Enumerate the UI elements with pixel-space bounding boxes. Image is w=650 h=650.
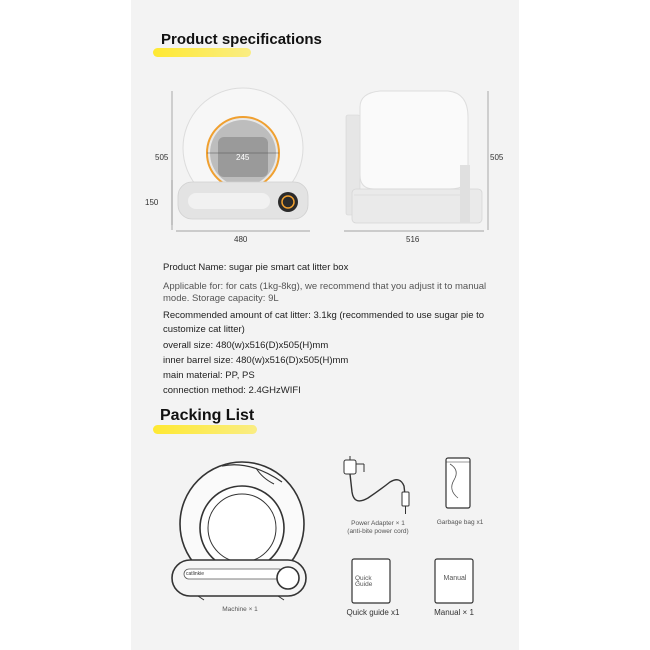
material: main material: PP, PS (163, 370, 255, 381)
base-height-dim: 150 (145, 198, 159, 207)
specs-title: Product specifications (161, 31, 322, 48)
adapter-caption-line-2: (anti-bite power cord) (347, 528, 409, 535)
adapter-caption-line-1: Power Adapter × 1 (351, 520, 405, 527)
machine-brand-label: catlinkie (186, 571, 205, 577)
side-depth-dim: 516 (406, 235, 420, 244)
opening-dim: 245 (236, 153, 250, 162)
quick-guide-card-line-2: Guide (355, 581, 373, 588)
machine-caption: Machine × 1 (222, 606, 258, 613)
side-view-drawing (340, 85, 500, 235)
packing-title: Packing List (160, 407, 255, 424)
garbage-caption: Garbage bag x1 (436, 519, 484, 526)
packing-title-highlight (153, 425, 257, 434)
quick-guide-card-line-1: Quick (355, 575, 372, 582)
applicable-line-2: mode. Storage capacity: 9L (163, 293, 279, 304)
manual-caption: Manual × 1 (434, 608, 474, 617)
quick-guide-caption: Quick guide x1 (346, 608, 400, 617)
power-adapter-drawing (338, 452, 418, 522)
product-name: Product Name: sugar pie smart cat litter box (163, 262, 349, 273)
litter-line-2: customize cat litter) (163, 324, 245, 335)
garbage-bag-drawing (444, 456, 474, 512)
title-highlight (153, 48, 251, 57)
litter-line-1: Recommended amount of cat litter: 3.1kg (recommended to use sugar pie to (163, 310, 485, 321)
front-height-dim: 505 (155, 153, 169, 162)
machine-drawing (170, 462, 320, 602)
overall-size: overall size: 480(w)x516(D)x505(H)mm (163, 340, 329, 351)
side-height-dim: 505 (490, 153, 504, 162)
connection: connection method: 2.4GHzWIFI (163, 385, 301, 396)
inner-size: inner barrel size: 480(w)x516(D)x505(H)mm (163, 355, 349, 366)
front-width-dim: 480 (234, 235, 248, 244)
applicable-line-1: Applicable for: for cats (1kg-8kg), we recommend that you adjust it to manual (163, 281, 487, 292)
manual-card-label: Manual (443, 575, 467, 582)
